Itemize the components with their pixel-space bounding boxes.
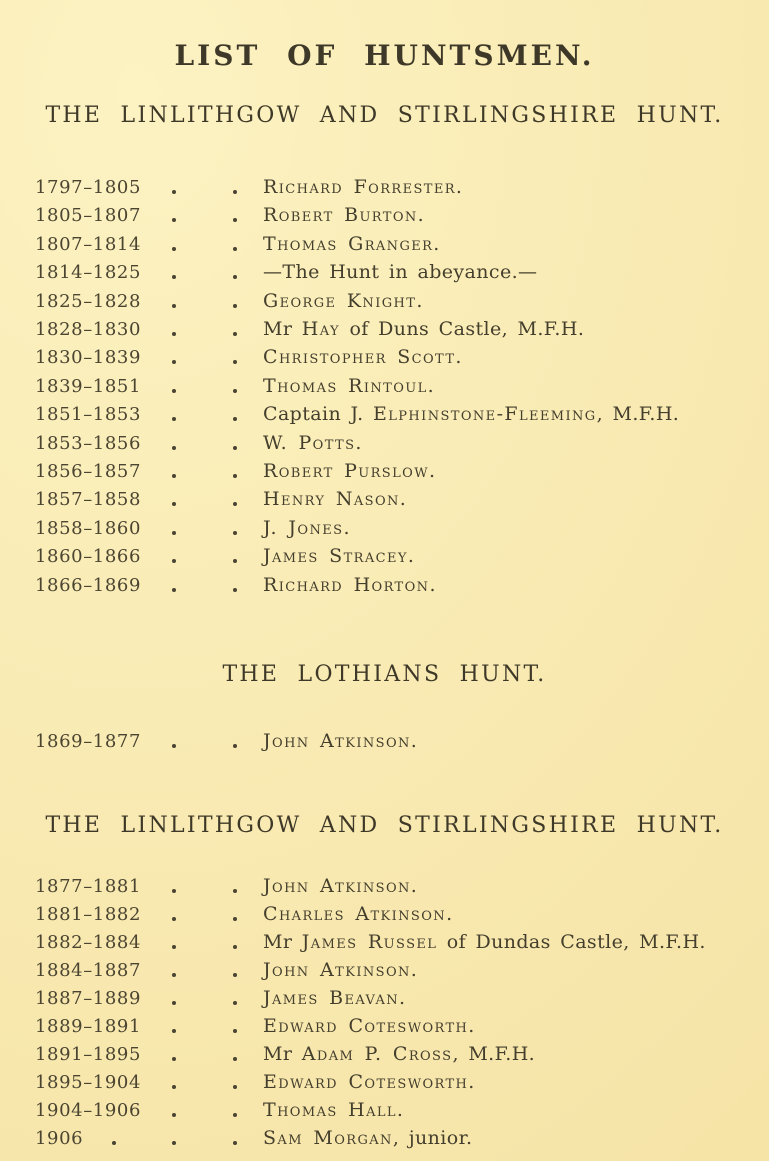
leader-dot <box>233 360 237 364</box>
leader-dot <box>172 218 176 222</box>
name-segment: Richard Horton. <box>263 573 437 596</box>
name-segment: Henry Nason. <box>263 488 408 511</box>
leader-dot <box>172 1085 176 1089</box>
entry-row <box>0 315 769 344</box>
leader-dot <box>172 531 176 535</box>
entry-years: 1830–1839 <box>35 347 142 369</box>
entry-years: 1856–1857 <box>35 461 142 482</box>
entry-row <box>0 372 769 401</box>
entry-row <box>0 230 769 259</box>
leader-dot <box>172 588 176 592</box>
name-segment: Thomas Granger. <box>263 232 441 255</box>
name-segment: Christopher Scott. <box>263 346 463 369</box>
entry-row <box>0 900 769 929</box>
leader-dot <box>233 389 237 393</box>
entry-name <box>263 372 435 401</box>
entry-years: 1906 <box>35 1128 84 1149</box>
leader-dot <box>233 588 237 592</box>
leader-dot <box>233 332 237 336</box>
entry-name <box>263 1124 472 1153</box>
leader-dot <box>172 559 176 563</box>
entry-years: 1882–1884 <box>35 932 142 953</box>
name-segment: Mr <box>263 931 302 953</box>
entry-years: 1889–1891 <box>35 1016 142 1037</box>
name-segment: George Knight. <box>263 289 424 312</box>
entry-name <box>263 984 406 1013</box>
name-segment: Elphinstone-Fleeming <box>372 403 597 426</box>
name-segment: John Atkinson. <box>263 875 419 897</box>
entry-name <box>263 485 407 514</box>
name-segment: James Beavan. <box>263 987 407 1009</box>
name-segment: Robert Burton. <box>263 204 426 227</box>
entry-row <box>0 514 769 543</box>
entry-row <box>0 1068 769 1097</box>
entry-years: 1807–1814 <box>35 233 142 255</box>
entry-years: 1797–1805 <box>35 177 142 198</box>
entry-row <box>0 872 769 901</box>
page-title: LIST OF HUNTSMEN. <box>174 38 595 72</box>
entry-years: 1881–1882 <box>35 904 142 925</box>
entry-years: 1891–1895 <box>35 1044 142 1065</box>
entry-row <box>0 457 769 486</box>
leader-dot <box>172 1141 176 1145</box>
leader-dot <box>233 218 237 222</box>
entry-row <box>0 485 769 514</box>
entry-row <box>0 1124 769 1153</box>
leader-dot <box>233 1085 237 1089</box>
entry-row <box>0 287 769 316</box>
entry-name <box>263 1040 535 1069</box>
entry-years: 1895–1904 <box>35 1072 142 1093</box>
entry-name <box>263 514 351 543</box>
leader-dot <box>233 1029 237 1033</box>
leader-dot <box>233 889 237 893</box>
leader-dot <box>233 559 237 563</box>
entry-years: 1858–1860 <box>35 517 142 539</box>
entry-name <box>263 1096 404 1125</box>
entry-row <box>0 343 769 372</box>
leader-dot <box>233 1113 237 1117</box>
leader-dot <box>233 446 237 450</box>
entry-row <box>0 928 769 957</box>
entry-name <box>263 928 706 957</box>
entry-name <box>263 727 418 756</box>
leader-dot <box>172 1001 176 1005</box>
leader-dot <box>172 360 176 364</box>
entry-name <box>263 201 425 230</box>
name-segment: J. Jones. <box>263 516 351 539</box>
entry-years: 1884–1887 <box>35 960 142 981</box>
name-segment: , junior. <box>392 1127 473 1149</box>
name-segment: Thomas Rintoul. <box>263 374 436 397</box>
name-segment: James Russel <box>301 931 438 953</box>
name-segment: Edward Cotesworth. <box>263 1071 476 1093</box>
entry-row <box>0 542 769 571</box>
entry-row <box>0 429 769 458</box>
leader-dot <box>233 1001 237 1005</box>
leader-dot <box>172 1113 176 1117</box>
leader-dot <box>233 275 237 279</box>
leader-dot <box>172 1029 176 1033</box>
entry-name <box>263 542 415 571</box>
entry-row <box>0 1040 769 1069</box>
entry-name <box>263 315 584 344</box>
name-segment: of Duns Castle, M.F.H. <box>340 318 585 340</box>
leader-dot <box>172 446 176 450</box>
entry-years: 1825–1828 <box>35 290 142 312</box>
entry-name <box>263 258 537 287</box>
name-segment: Sam Morgan <box>263 1127 393 1149</box>
entry-name <box>263 400 679 429</box>
entry-years: 1869–1877 <box>35 731 142 752</box>
leader-dot <box>172 247 176 251</box>
name-segment: Robert Purslow. <box>263 460 437 482</box>
entry-years: 1839–1851 <box>35 375 142 397</box>
leader-dot <box>233 744 237 748</box>
name-segment: Thomas Hall. <box>263 1099 405 1121</box>
name-segment: W. Potts. <box>263 431 363 454</box>
entry-name <box>263 429 363 458</box>
entry-row <box>0 956 769 985</box>
leader-dot <box>172 502 176 506</box>
leader-dot <box>172 474 176 478</box>
entry-name <box>263 287 424 316</box>
leader-dot <box>233 945 237 949</box>
leader-dot <box>112 1141 116 1145</box>
leader-dot <box>233 1057 237 1061</box>
entry-row <box>0 727 769 756</box>
entry-name <box>263 956 418 985</box>
name-segment: Hay <box>301 318 340 340</box>
entry-name <box>263 1068 476 1097</box>
leader-dot <box>172 304 176 308</box>
leader-dot <box>233 247 237 251</box>
entry-row <box>0 400 769 429</box>
leader-dot <box>233 1141 237 1145</box>
name-segment: Captain J. <box>263 403 373 426</box>
entry-row <box>0 984 769 1013</box>
entry-years: 1805–1807 <box>35 205 142 227</box>
entry-name <box>263 230 441 259</box>
leader-dot <box>172 889 176 893</box>
leader-dot <box>233 531 237 535</box>
leader-dot <box>172 275 176 279</box>
entry-years: 1851–1853 <box>35 404 142 426</box>
leader-dot <box>172 332 176 336</box>
leader-dot <box>233 502 237 506</box>
section-heading: THE LOTHIANS HUNT. <box>222 662 547 687</box>
leader-dot <box>233 917 237 921</box>
entry-row <box>0 258 769 287</box>
entry-row <box>0 1012 769 1041</box>
name-segment: Edward Cotesworth. <box>263 1015 476 1037</box>
leader-dot <box>172 744 176 748</box>
leader-dot <box>172 1057 176 1061</box>
leader-dot <box>172 917 176 921</box>
name-segment: Richard Forrester. <box>263 176 464 198</box>
name-segment: Mr <box>263 1043 302 1065</box>
leader-dot <box>233 304 237 308</box>
name-segment: of Dundas Castle, M.F.H. <box>437 931 706 953</box>
name-segment: Charles Atkinson. <box>263 903 454 925</box>
leader-dot <box>172 973 176 977</box>
entry-name <box>263 343 463 372</box>
entry-row <box>0 1096 769 1125</box>
name-segment: Mr <box>263 318 302 340</box>
entry-years: 1887–1889 <box>35 988 142 1009</box>
entry-years: 1857–1858 <box>35 489 142 511</box>
name-segment: —The Hunt in abeyance.— <box>263 261 538 284</box>
leader-dot <box>172 190 176 194</box>
entry-years: 1877–1881 <box>35 876 142 897</box>
entry-name <box>263 1012 476 1041</box>
leader-dot <box>233 417 237 421</box>
leader-dot <box>233 474 237 478</box>
name-segment: , M.F.H. <box>452 1043 536 1065</box>
section-heading: THE LINLITHGOW AND STIRLINGSHIRE HUNT. <box>45 103 724 128</box>
leader-dot <box>233 973 237 977</box>
entry-years: 1814–1825 <box>35 262 142 284</box>
leader-dot <box>233 190 237 194</box>
leader-dot <box>172 389 176 393</box>
entry-years: 1828–1830 <box>35 319 142 340</box>
entry-row <box>0 173 769 202</box>
leader-dot <box>172 417 176 421</box>
entry-name <box>263 872 418 901</box>
entry-name <box>263 900 454 929</box>
name-segment: John Atkinson. <box>263 730 419 752</box>
entry-years: 1866–1869 <box>35 574 142 596</box>
entry-name <box>263 571 437 600</box>
section-heading: THE LINLITHGOW AND STIRLINGSHIRE HUNT. <box>45 813 724 838</box>
leader-dot <box>172 945 176 949</box>
entry-years: 1853–1856 <box>35 432 142 454</box>
entry-years: 1860–1866 <box>35 546 142 568</box>
name-segment: James Stracey. <box>263 545 416 568</box>
entry-years: 1904–1906 <box>35 1100 142 1121</box>
name-segment: Adam P. Cross <box>301 1043 453 1065</box>
entry-name <box>263 173 463 202</box>
entry-name <box>263 457 436 486</box>
name-segment: , M.F.H. <box>596 403 680 426</box>
entry-row <box>0 201 769 230</box>
entry-row <box>0 571 769 600</box>
name-segment: John Atkinson. <box>263 959 419 981</box>
